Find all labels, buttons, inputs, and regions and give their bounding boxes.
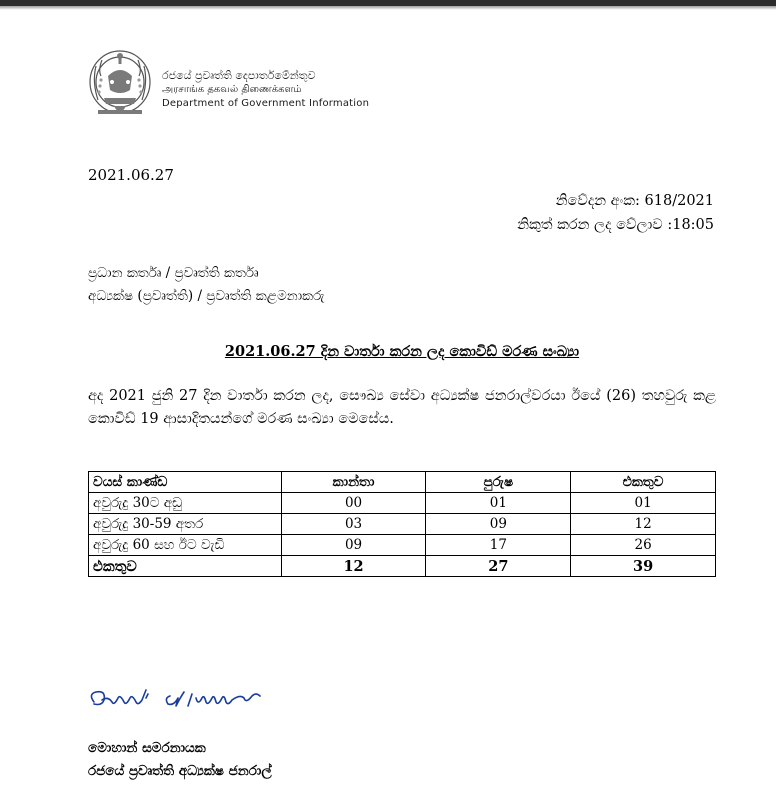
table-total-row — [89, 556, 716, 577]
header-female: කාන්තා — [281, 472, 426, 493]
female-cell: 00 — [281, 493, 426, 514]
release-number: නිවේදන අංක: 618/2021 — [555, 193, 714, 209]
organization-header — [162, 69, 369, 111]
org-name-english: Department of Government Information — [162, 98, 370, 109]
signatory-title: රජයේ ප්‍රවෘත්ති අධ්‍යක්ෂ ජනරාල් — [88, 763, 272, 779]
grand-total-cell: 39 — [571, 556, 716, 577]
table-row — [89, 535, 716, 556]
male-cell: 09 — [426, 514, 571, 535]
table-row — [89, 493, 716, 514]
table-row — [89, 514, 716, 535]
org-name-tamil: அரசாங்க தகவல் திணைக்களம் — [162, 84, 302, 95]
window-top-shadow — [0, 6, 776, 10]
male-cell: 17 — [426, 535, 571, 556]
handwritten-signature — [84, 684, 274, 724]
total-label-cell: එකතුව — [89, 556, 282, 577]
age-group-cell: අවුරුදු 60 සහ ඊට වැඩි — [89, 535, 282, 556]
male-cell: 01 — [426, 493, 571, 514]
signatory-block — [88, 737, 272, 783]
female-cell: 09 — [281, 535, 426, 556]
recipient-line-2: අධ්‍යක්ෂ (ප්‍රවෘත්ති) / ප්‍රවෘත්ති කළමනාකරු — [88, 288, 325, 304]
document-date: 2021.06.27 — [88, 166, 174, 184]
government-emblem-icon — [84, 46, 156, 124]
recipient-line-1: ප්‍රධාන කර්තෘ / ප්‍රවෘත්ති කර්තෘ — [88, 265, 259, 281]
release-time: නිකුත් කරන ලද වේලාව :18:05 — [517, 217, 714, 233]
age-group-cell: අවුරුදු 30-59 අතර — [89, 514, 282, 535]
total-female-cell: 12 — [281, 556, 426, 577]
table-header-row — [89, 472, 716, 493]
header-age-group: වයස් කාණ්ඩ — [89, 472, 282, 493]
release-info — [517, 189, 714, 237]
header-total: එකතුව — [571, 472, 716, 493]
total-cell: 26 — [571, 535, 716, 556]
document-title: 2021.06.27 දින වාර්තා කරන ලද කොවිඩ් මරණ සංඛ්‍යා — [224, 343, 580, 360]
body-paragraph: අද 2021 ජුනි 27 දින වාර්තා කරන ලද, සෞඛ්‍ය සේවා අධ්‍යක්ෂ ජනරාල්වරයා ඊයේ (26) තහවුරු කළ කොවිඩ් 19 ආසාදිතයන්ගේ මරණ සංඛ්‍යා මෙසේය. — [88, 388, 716, 427]
age-group-cell: අවුරුදු 30ට අඩු — [89, 493, 282, 514]
org-name-sinhala: රජයේ ප්‍රවෘත්ති දෙපාර්තමේන්තුව — [162, 69, 316, 82]
total-male-cell: 27 — [426, 556, 571, 577]
header-male: පුරුෂ — [426, 472, 571, 493]
covid-death-table — [88, 471, 716, 577]
total-cell: 01 — [571, 493, 716, 514]
total-cell: 12 — [571, 514, 716, 535]
recipients — [88, 262, 324, 308]
female-cell: 03 — [281, 514, 426, 535]
signatory-name: මොහාන් සමරනායක — [88, 740, 206, 756]
